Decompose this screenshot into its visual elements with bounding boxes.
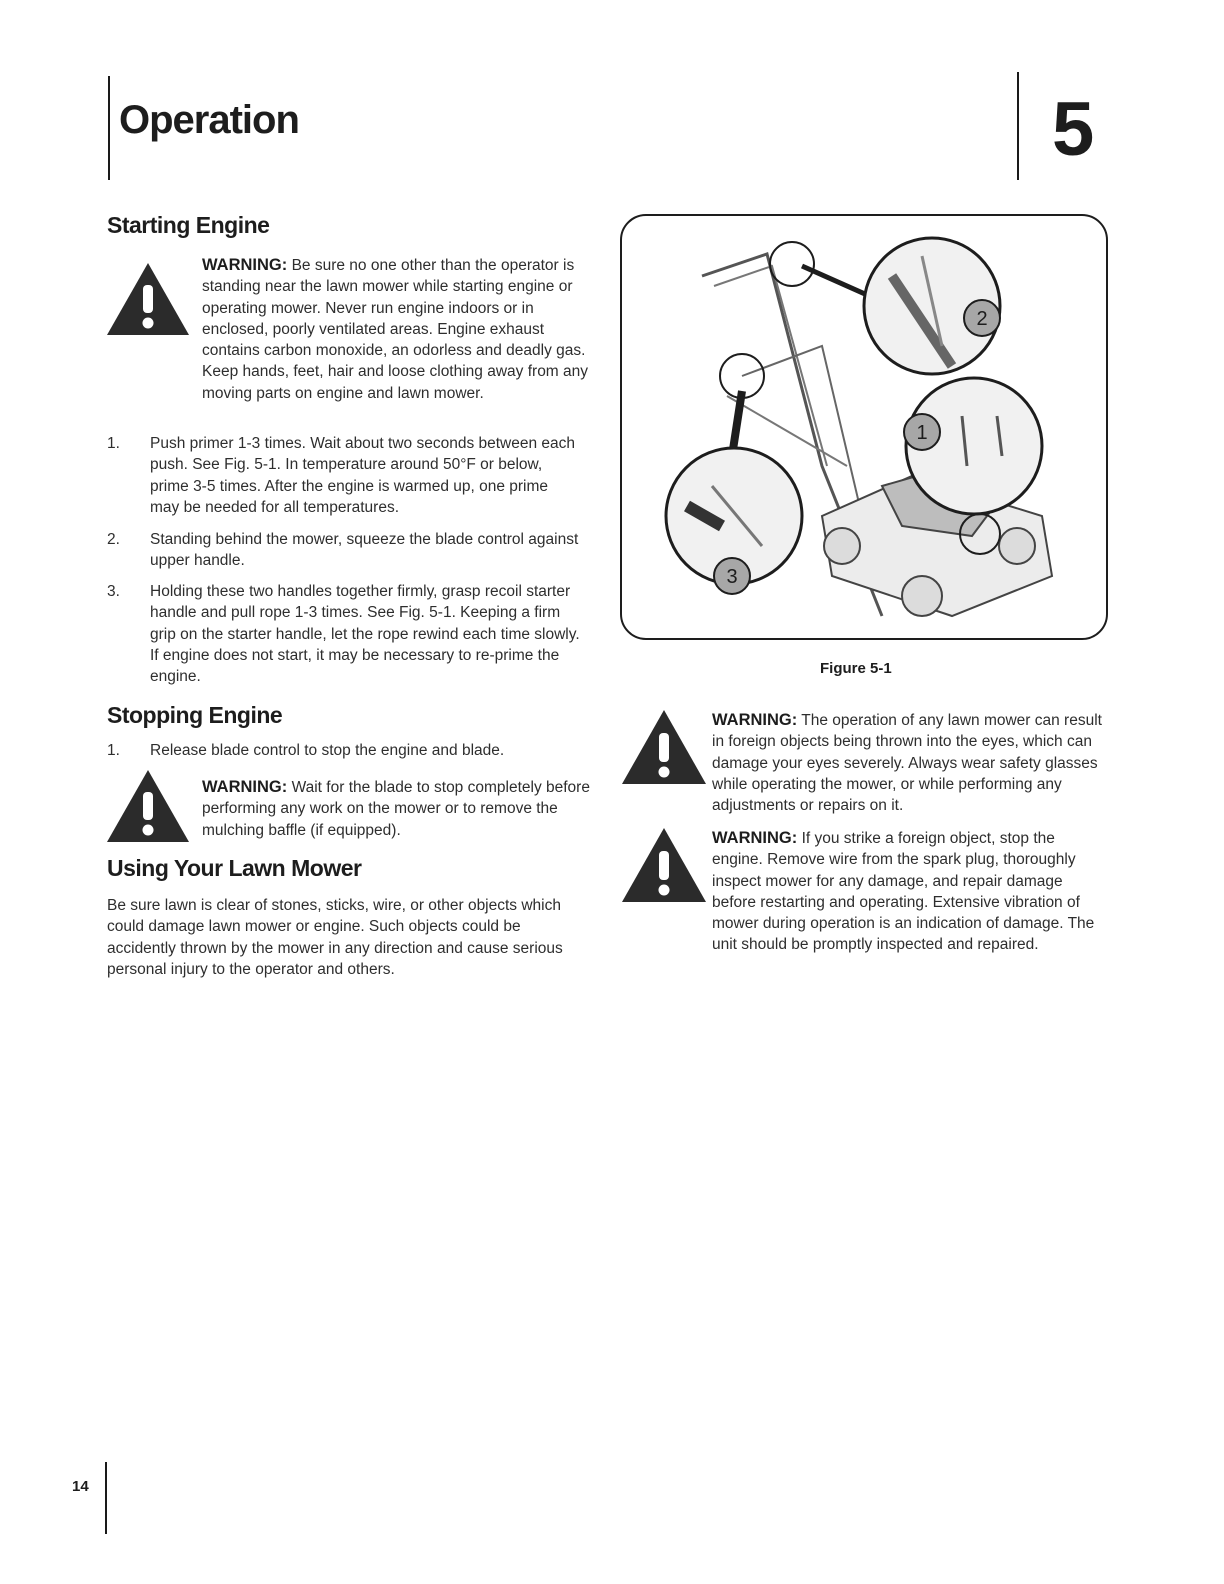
warning-triangle-icon xyxy=(105,261,191,337)
warning-label: WARNING: xyxy=(712,829,798,847)
heading-starting-engine: Starting Engine xyxy=(107,212,270,238)
header-left-rule xyxy=(108,76,110,180)
list-item xyxy=(107,581,587,691)
right-warning-1 xyxy=(712,710,1102,816)
list-item-text: Release blade control to stop the engine and blade. xyxy=(150,742,505,759)
warning-label: WARNING: xyxy=(202,778,288,796)
heading-stopping-engine: Stopping Engine xyxy=(107,702,283,728)
starting-warning xyxy=(202,255,597,404)
right-warning-2 xyxy=(712,828,1102,956)
warning-text: If you strike a foreign object, stop the engine. Remove wire from the spark plug, thoroughly inspect mower for any damage, and repair damage before restarting and operating. Extensive vibration of mower during operation is an indication of damage. The unit should be promptly inspected and repaired. xyxy=(712,830,1095,954)
list-item-number: 3. xyxy=(107,583,120,600)
list-item-text: Holding these two handles together firmly, grasp recoil starter handle and pull rope 1-3 times. See Fig. 5-1. Keeping a firm grip on the starter handle, let the rope rewind each time slowly. If engine does not start, it may be necessary to re-prime the engine. xyxy=(150,583,580,686)
warning-text: The operation of any lawn mower can result in foreign objects being thrown into the eyes, which can damage your eyes severely. Always wear safety glasses while operating the mower, or while performing any adjustments or repairs on it. xyxy=(712,712,1102,815)
stopping-warning xyxy=(202,777,590,841)
warning-label: WARNING: xyxy=(712,711,798,729)
figure-5-1 xyxy=(620,214,1108,640)
callout-2: 2 xyxy=(976,308,988,330)
warning-label: WARNING: xyxy=(202,256,288,274)
warning-triangle-icon xyxy=(620,826,708,904)
figure-caption: Figure 5-1 xyxy=(820,660,892,677)
warning-triangle-icon xyxy=(620,708,708,786)
list-item xyxy=(107,529,587,575)
list-item-text: Standing behind the mower, squeeze the blade control against upper handle. xyxy=(150,531,579,570)
callout-1: 1 xyxy=(916,422,928,444)
list-item-number: 1. xyxy=(107,435,120,452)
lawn-mower-illustration xyxy=(622,216,1106,638)
chapter-number: 5 xyxy=(1052,87,1095,172)
list-item-text: Push primer 1-3 times. Wait about two seconds between each push. See Fig. 5-1. In temperature around 50°F or below, prime 3-5 times. After the engine is warmed up, one prime may be needed for all temperatures. xyxy=(150,435,576,516)
chapter-title: Operation xyxy=(119,98,299,142)
heading-using-mower: Using Your Lawn Mower xyxy=(107,855,362,881)
warning-text: Be sure no one other than the operator is standing near the lawn mower while starting engine or operating mower. Never run engine indoors or in enclosed, poorly ventilated areas. Engine exhaust contains carbon monoxide, an odorless and deadly gas. Keep hands, feet, hair and loose clothing away from any moving parts on engine and lawn mower. xyxy=(202,257,589,402)
callout-3: 3 xyxy=(726,566,738,588)
footer-rule xyxy=(105,1462,107,1534)
warning-text: Wait for the blade to stop completely before performing any work on the mower or to remove the mulching baffle (if equipped). xyxy=(202,779,590,839)
header-right-rule xyxy=(1017,72,1019,180)
using-mower-text: Be sure lawn is clear of stones, sticks, wire, or other objects which could damage lawn mower or engine. Such objects could be accidently thrown by the mower in any direction and cause serious personal injury to the operator and others. xyxy=(107,897,563,978)
warning-triangle-icon xyxy=(105,768,191,844)
list-item xyxy=(107,433,587,523)
page-number: 14 xyxy=(72,1478,89,1495)
list-item xyxy=(107,740,587,764)
list-item-number: 1. xyxy=(107,742,120,759)
list-item-number: 2. xyxy=(107,531,120,548)
